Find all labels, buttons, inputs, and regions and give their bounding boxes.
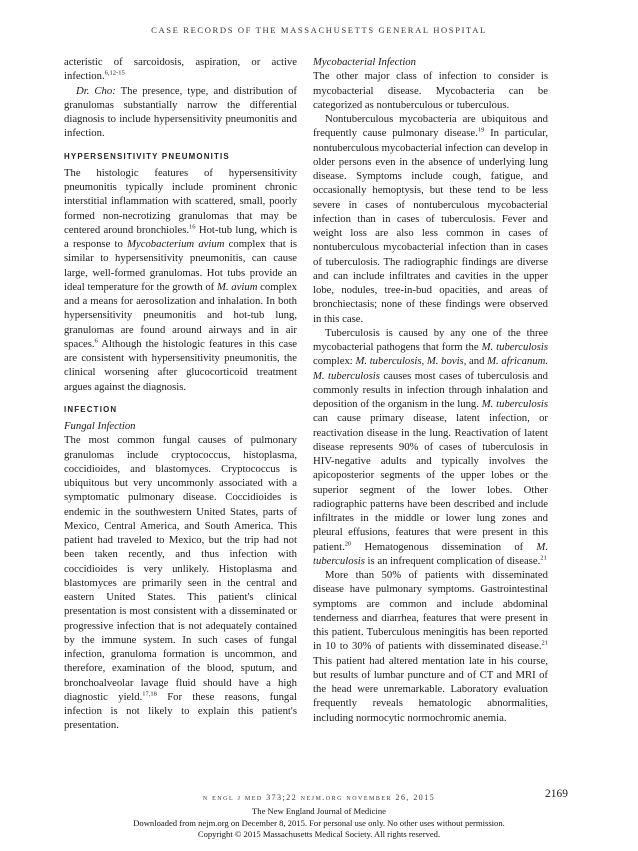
paragraph: Tuberculosis is caused by any one of the three mycobacterial pathogens that form the M. tuberculosis complex: M. tuberculosis, M. bovis, and M. africanum. M. tuberculosis causes most cases of tuberculosis and commonly results in infection through inhalation and deposition of the organism in the lung. M. tuberculosis can cause primary disease, latent infection, or reactivation disease in the lung. Reactivation of latent disease represents 90% of cases of tuberculosis in HIV-negative adults and typically involves the apicoposterior segments of the upper lobes or the superior segment of the lower lobes. Other radiographic patterns have been described and include infiltrates in the middle or lower lung zones and pleural effusions, features that were present in this patient.$^{20}$ Hematogenous dissemination of M. tuberculosis is an infrequent complication of disease.$^{21}$ [313,326,549,567]
download-line: Downloaded from nejm.org on December 8, 2015. For personal use only. No other uses without permission. [133,817,505,828]
paragraph: Dr. Cho: The presence, type, and distribution of granulomas substantially narrow the differential diagnosis to include hypersensitivity pneumonitis and infection. [64,84,297,140]
footer-citation: n engl j med 373;22 nejm.org november 26, 2015 [202,793,436,802]
paragraph: Nontuberculous mycobacteria are ubiquitous and frequently cause pulmonary disease.$^{19}$ In particular, nontuberculous mycobacterial infection can develop in older persons even in the absence of underlying lung disease. Symptoms include cough, fatigue, and occasionally hemoptysis, but these tend to be less severe in cases of nontuberculous mycobacterial infection than in cases of tuberculosis. Fever and weight loss are also less common in cases of nontuberculous mycobacterial infection than in cases of tuberculosis. The radiographic findings are diverse and can include infiltrates and cavities in the upper lobe, nodules, tree-in-bud opacities, and areas of bronchiectasis; none of these findings were observed in this case. [313,113,548,325]
paragraph: The other major class of infection to consider is mycobacterial disease. Mycobacteria can be categorized as nontuberculous or tuberculous. [313,70,548,111]
right-column [313,55,548,725]
page-number: 2169 [545,788,568,800]
subheading-fungal: Fungal Infection [64,420,136,432]
speaker-label: Dr. Cho: [76,84,116,97]
paragraph: More than 50% of patients with disseminated disease have pulmonary symptoms. Gastrointestinal symptoms are common and include abdominal tenderness and diarrhea, features that were present in this patient. Tuberculous meningitis has been reported in 10 to 30% of patients with disseminated disease.$^{21}$ This patient had altered mentation late in his course, but results of lumbar puncture and of CT and MRI of the head were unremarkable. Laboratory evaluation frequently reveals hematologic abnormalities, including normocytic normochromic anemia. [313,569,548,724]
section-heading-infection: INFECTION [64,404,118,414]
copyright-line: Copyright © 2015 Massachusetts Medical Society. All rights reserved. [197,829,441,840]
paragraph: The histologic features of hypersensitivity pneumonitis typically include prominent chronic interstitial inflammation with scattered, small, poorly formed non-necrotizing granulomas that may be centered around bronchioles.$^{16}$ Hot-tub lung, which is a response to Mycobacterium avium complex that is similar to hypersensitivity pneumonitis, can cause large, well-formed granulomas. Hot tubs provide an ideal temperature for the growth of M. avium complex and a means for aerosolization and inhalation. In both hypersensitivity pneumonitis and hot-tub lung, granulomas are found around airways and in air spaces.$^6$ Although the histologic features in this case are consistent with hypersensitivity pneumonitis, the clinical worsening after glucocorticoid treatment argues against the diagnosis. [64,166,298,393]
journal-name: The New England Journal of Medicine [252,806,386,816]
download-notice [0,806,638,841]
paragraph: acteristic of sarcoidosis, aspiration, or active infection.$^{6,12-15}$ [64,56,297,83]
left-column [64,55,297,733]
section-heading-hypersensitivity: HYPERSENSITIVITY PNEUMONITIS [64,151,230,161]
paragraph: The most common fungal causes of pulmonary granulomas include cryptococcus, histoplasma, coccidioides, and blastomyces. Cryptococcus is ubiquitous but very uncommonly associated with a symptomatic pulmonary disease. Coccidioides is endemic in the southwestern United States, parts of Mexico, Central America, and South America. This patient had traveled to Mexico, but the trip had not been taken recently, and thus infection with coccidioides is very unlikely. Histoplasma and blastomyces are primarily seen in the central and eastern United States. This patient's clinical presentation is most consistent with a disseminated or progressive infection that is not adequately contained by the immune system. In such cases of fungal infection, granuloma formation is uncommon, and therefore, examination of the blood, sputum, and bronchoalveolar lavage fluid should have a high diagnostic yield.$^{17,18}$ For these reasons, fungal infection is not likely to explain this patient's presentation. [64,434,297,732]
running-head: CASE RECORDS OF THE MASSACHUSETTS GENERAL HOSPITAL [151,25,487,35]
subheading-mycobacterial: Mycobacterial Infection [313,56,416,68]
